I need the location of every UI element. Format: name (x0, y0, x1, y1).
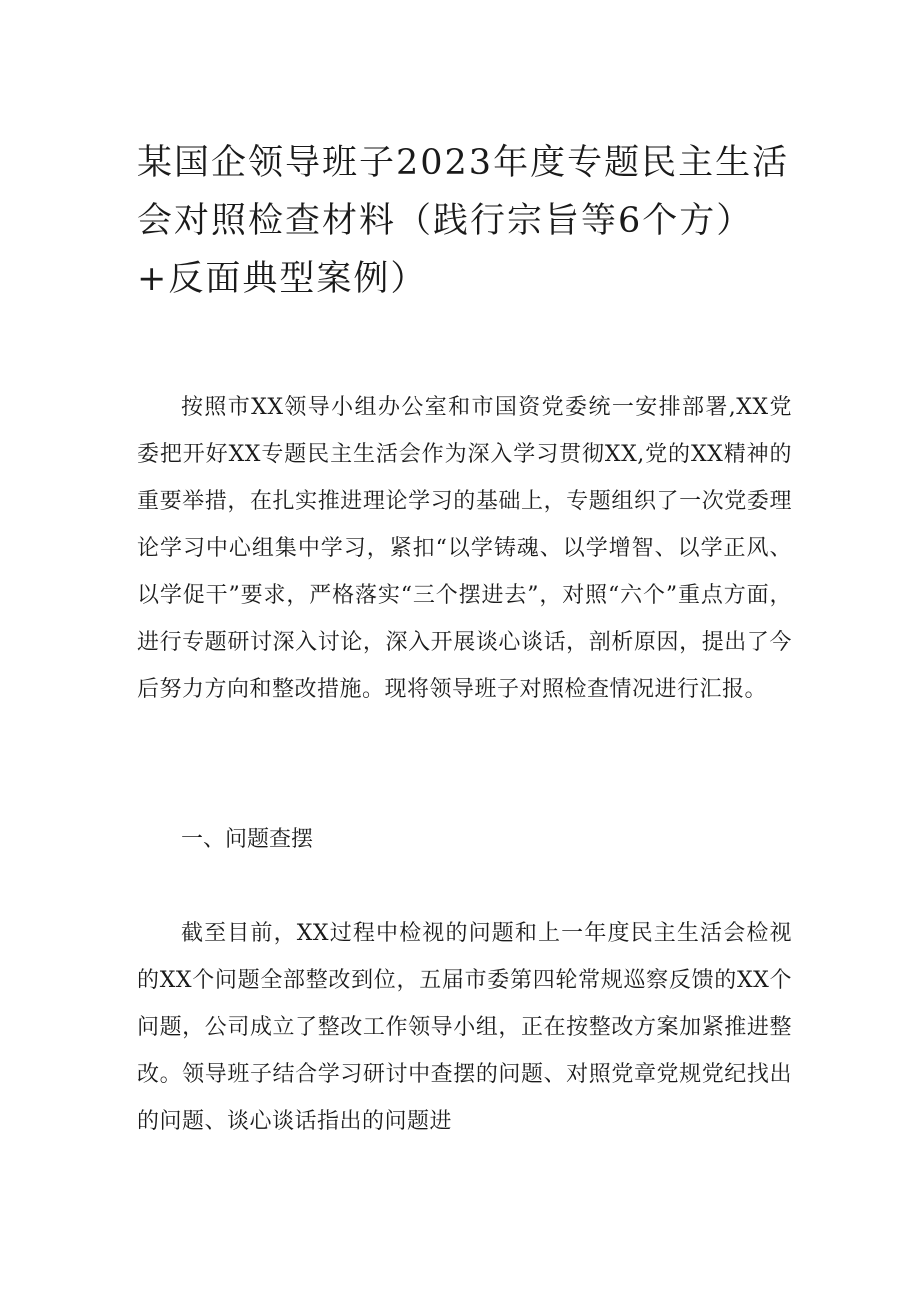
document-title: 某国企领导班子2023年度专题民主生活会对照检查材料（践行宗旨等6个方）+反面典型案例） (137, 143, 790, 299)
intro-paragraph: 按照市XX领导小组办公室和市国资党委统一安排部署,XX党委把开好XX专题民主生活会作为深入学习贯彻XX,党的XX精神的重要举措，在扎实推进理论学习的基础上，专题组织了一次党委理论学习中心组集中学习，紧扣“以学铸魂、以学增智、以学正风、以学促干”要求，严格落实“三个摆进去”，对照“六个”重点方面，进行专题研讨深入讨论，深入开展谈心谈话，剖析原因，提出了今后努力方向和整改措施。现将领导班子对照检查情况进行汇报。 (137, 395, 792, 702)
section-heading: 一、问题查摆 (181, 827, 314, 852)
section-paragraph: 截至目前，XX过程中检视的问题和上一年度民主生活会检视的XX个问题全部整改到位，五届市委第四轮常规巡察反馈的XX个问题，公司成立了整改工作领导小组，正在按整改方案加紧推进整改。领导班子结合学习研讨中查摆的问题、对照党章党规党纪找出的问题、谈心谈话指出的问题进 (137, 921, 792, 1134)
